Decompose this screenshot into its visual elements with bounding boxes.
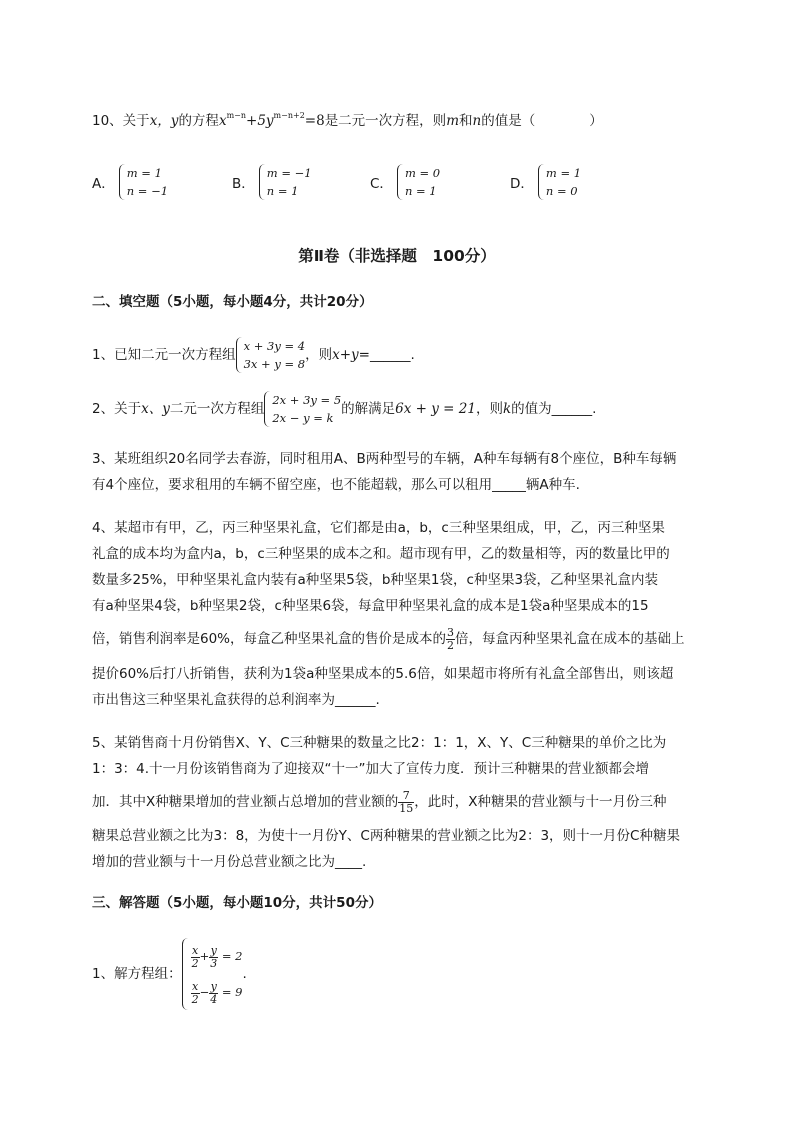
q10-and: 和 [459,113,473,129]
option-c-system: m = 0 n = 1 [397,164,440,200]
option-b-label: B． [232,176,255,192]
q10-eq-rest: =8 [304,113,325,129]
option-d-system: m = 1 n = 0 [538,164,581,200]
q10-exponent-1: m−n [226,111,247,120]
option-c[interactable] [370,164,440,200]
option-c-label: C． [370,176,393,192]
fill-question-5-line-4: 糖果总营业额之比为3：8，为使十一月份Y、C两种糖果的营业额之比为2：3，则十一月份C种糖果 [92,828,680,844]
q10-prefix: 10、关于 [92,113,150,129]
fill-1-answer-blank: =______. [358,347,415,363]
fill-question-5-line-5: 增加的营业额与十一月份总营业额之比为____. [92,854,367,870]
fill-question-5-line-2: 1：3：4.十一月份该销售商为了迎接双“十一”加大了宣传力度．预计三种糖果的营业额都会增 [92,761,650,777]
section-2-title: 第Ⅱ卷（非选择题 100分） [298,247,496,265]
fill-question-1: 1、已知二元一次方程组 x + 3y = 4 3x + y = 8 ，则x+y=______. [92,339,415,371]
solve-heading: 三、解答题（5小题，每小题10分，共计50分） [92,895,382,911]
fill-1-system: x + 3y = 4 3x + y = 8 [236,337,306,373]
fill-question-4-line-1: 4、某超市有甲，乙，丙三种坚果礼盒，它们都是由a，b，c三种坚果组成，甲，乙，丙三种坚果 [92,520,665,536]
q10-exponent-2: m−n+2 [273,111,305,120]
fill-2-system: 2x + 3y = 5 2x − y = k [264,391,341,427]
option-b-system: m = −1 n = 1 [259,164,312,200]
q10-m: m [446,113,459,129]
solve-1-system: $\frac{x}{2}$ + $\frac{y}{3}$ = 2 $\frac{x}{2}$ − $\frac{y}{4}$ = 9 [182,938,243,1010]
option-a-label: A． [92,176,115,192]
fill-question-4-line-6: 提价60%后打八折销售，获利为1袋a种坚果成本的5.6倍，如果超市将所有礼盒全部售出，则该超 [92,666,674,682]
fill-question-4-line-4: 有a种坚果4袋，b种坚果2袋，c种坚果6袋，每盒甲种坚果礼盒的成本是1袋a种坚果成本的15 [92,598,649,614]
fill-2-answer-blank: 的值为______. [511,401,597,417]
option-a[interactable] [92,164,168,200]
option-d[interactable] [510,164,581,200]
q10-n: n [472,113,482,129]
fill-question-2: 2、关于x、y二元一次方程组 2x + 3y = 5 2x − y = k 的解满足6x + y = 21，则k的值为______. [92,393,597,425]
fill-blank-heading: 二、填空题（5小题，每小题4分，共计20分） [92,294,373,310]
q10-eq-plus: +5y [246,113,274,129]
option-a-system: m = 1 n = −1 [119,164,168,200]
fill-question-5-line-1: 5、某销售商十月份销售X、Y、C三种糖果的数量之比2：1：1，X、Y、C三种糖果的单价之比为 [92,735,667,751]
fill-question-5-line-3: 加．其中X种糖果增加的营业额占总增加的营业额的 $\frac{7}{15}$ ，此时，X种糖果的营业额与十一月份三种 [92,788,667,815]
fill-question-3-line-2: 有4个座位，要求租用的车辆不留空座，也不能超载，那么可以租用_____辆A种车. [92,477,580,493]
fraction-seven-fifteenths: $\frac{7}{15}$ [399,788,414,815]
q10-end: 的值是（ ） [481,113,603,129]
fraction-three-halves: $\frac{3}{2}$ [447,625,455,652]
q10-eq-x: x [218,113,227,129]
fill-question-4-line-7: 市出售这三种坚果礼盒获得的总利润率为______. [92,692,380,708]
q10-mid: 的方程 [178,113,219,129]
question-10 [92,106,603,131]
option-b[interactable] [232,164,312,200]
solve-question-1: 1、解方程组： $\frac{x}{2}$ + $\frac{y}{3}$ = 2 $\frac{x}{2}$ − $\frac{y}{4}$ = 9 . [92,936,247,1012]
q10-variables: x，y [149,113,179,129]
fill-question-4-line-5: 倍，销售利润率是60%，每盒乙种坚果礼盒的售价是成本的 $\frac{3}{2}$ 倍，每盒丙种坚果礼盒在成本的基础上 [92,625,685,652]
option-d-label: D． [510,176,534,192]
fill-question-4-line-2: 礼盒的成本均为盒内a，b，c三种坚果的成本之和。超市现有甲，乙的数量相等，丙的数量比甲的 [92,546,670,562]
q10-suffix: 是二元一次方程，则 [324,113,447,129]
fill-question-4-line-3: 数量多25%，甲种坚果礼盒内装有a种坚果5袋，b种坚果1袋，c种坚果3袋，乙种坚果礼盒内装 [92,572,659,588]
fill-question-3-line-1: 3、某班组织20名同学去春游，同时租用A、B两种型号的车辆，A种车每辆有8个座位，B种车每辆 [92,451,677,467]
